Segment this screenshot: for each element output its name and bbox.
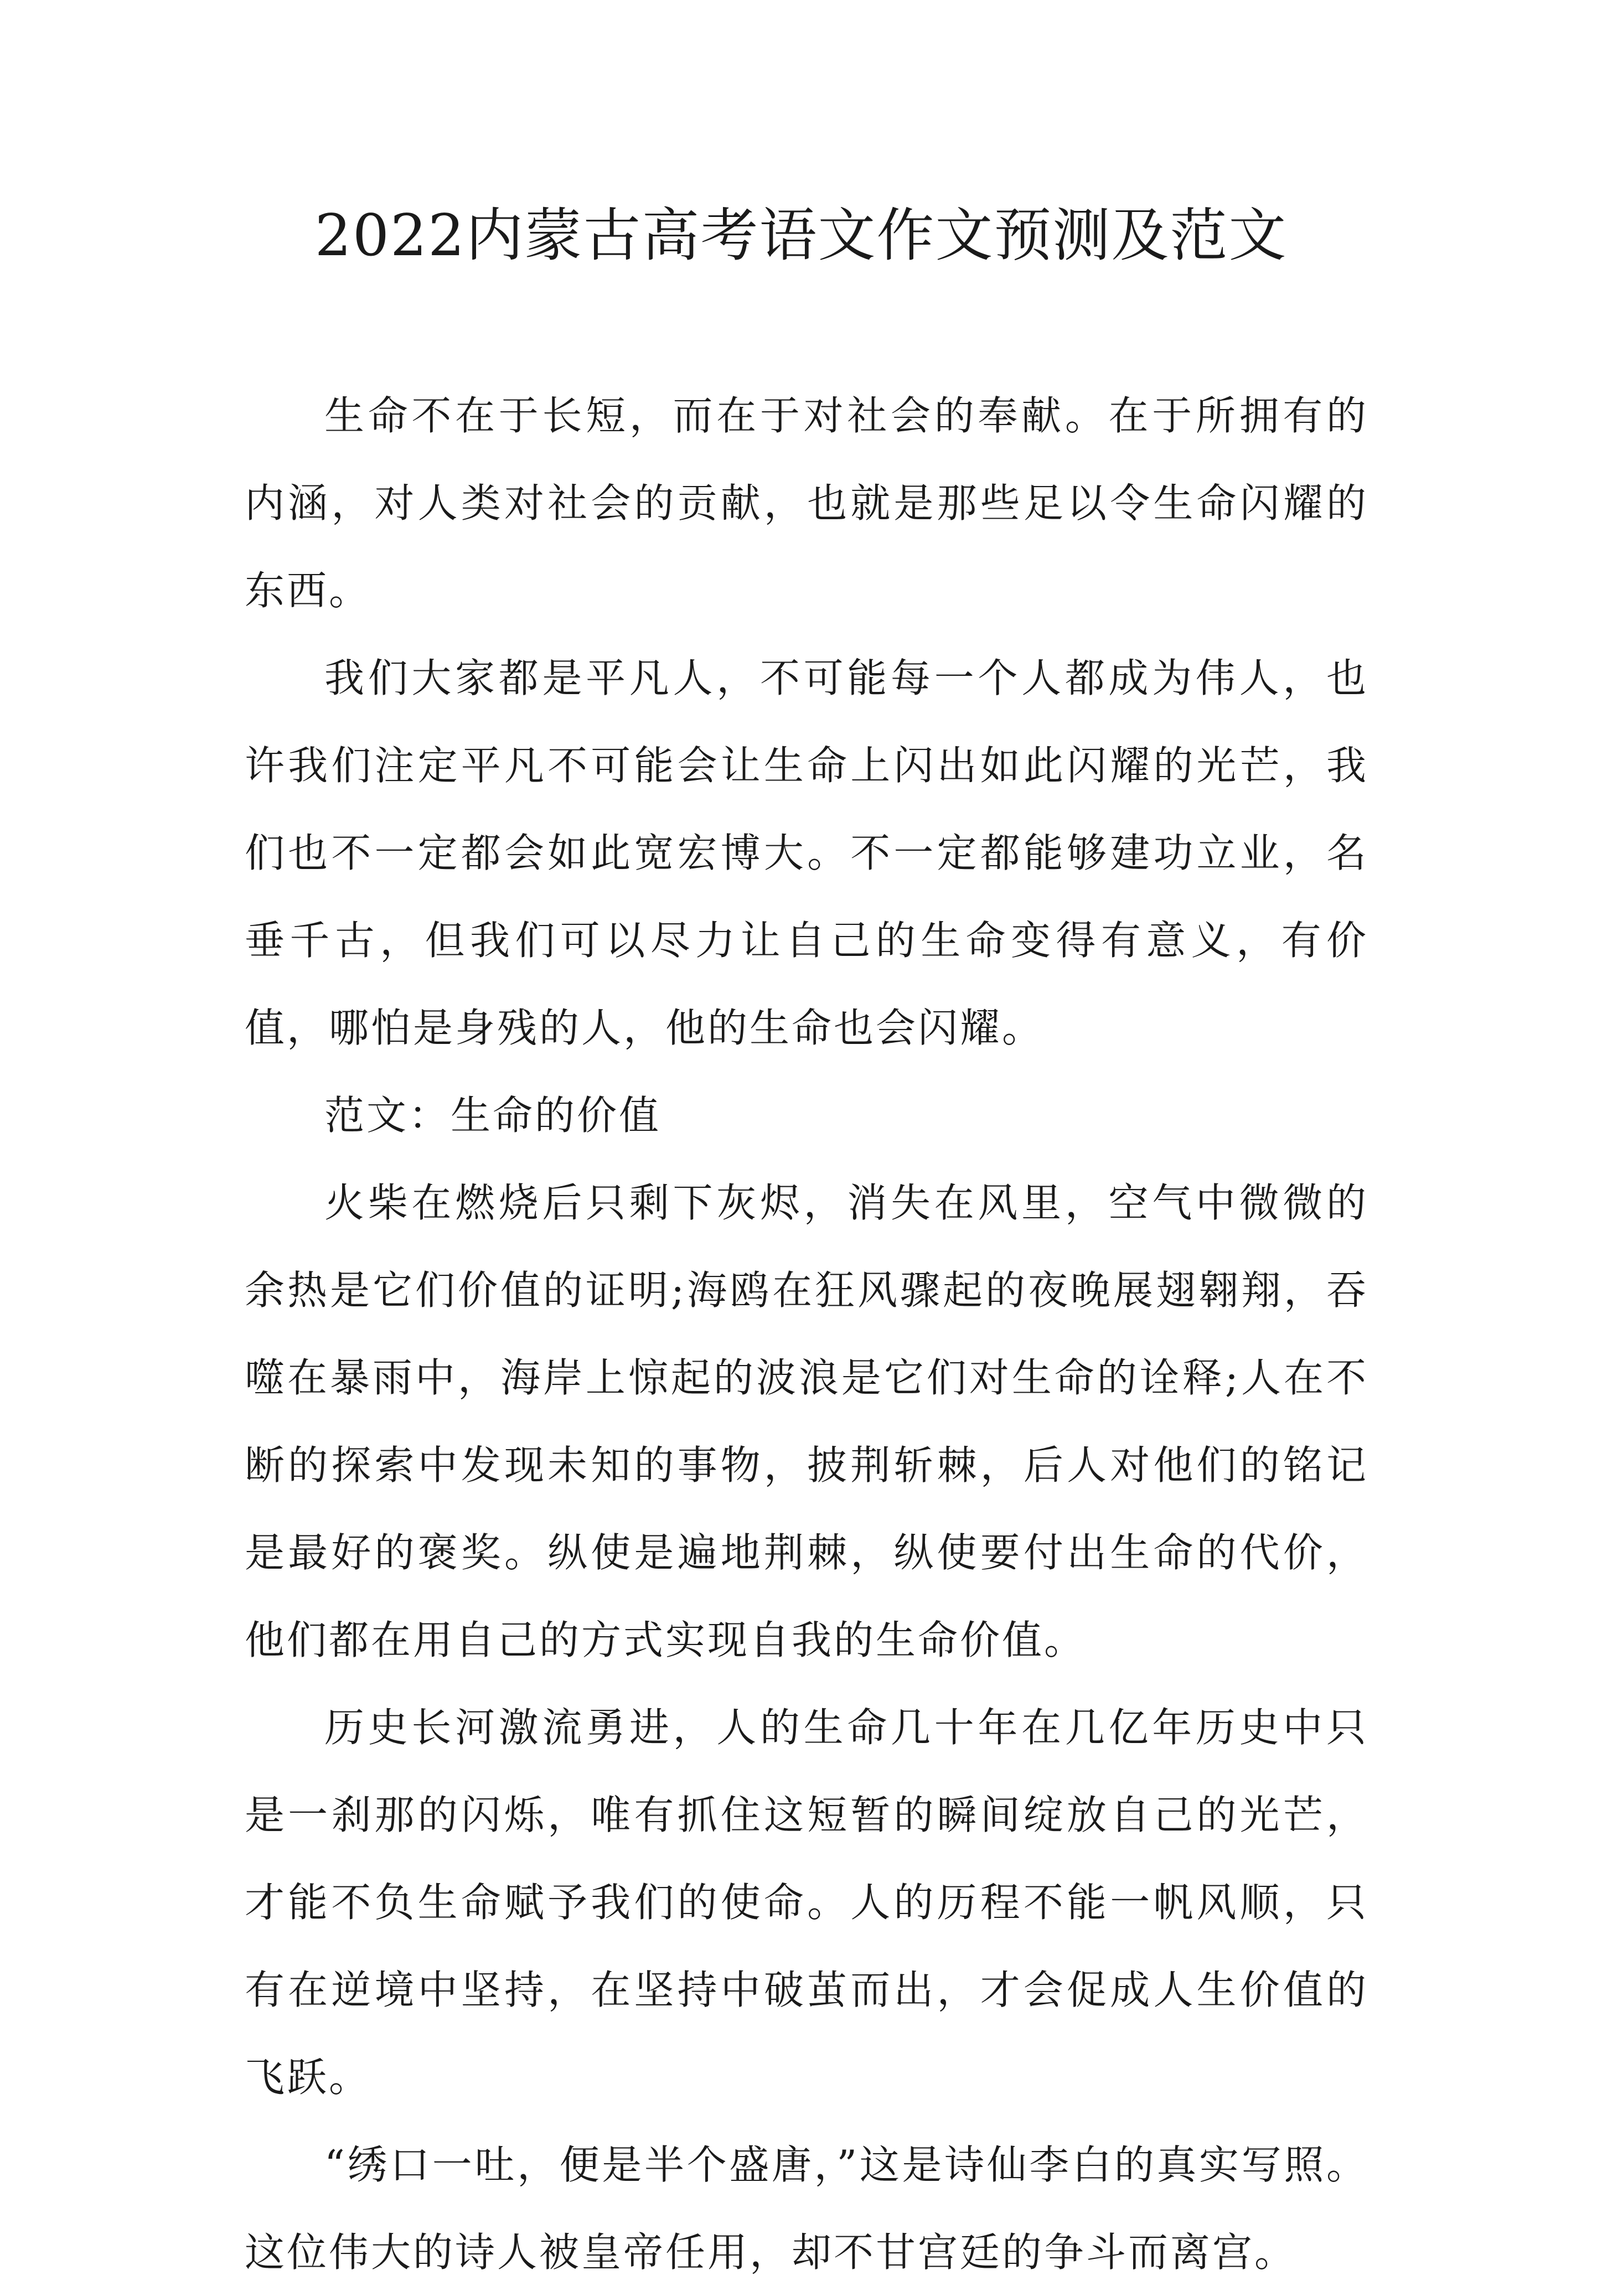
paragraph-match-seagull: 火柴在燃烧后只剩下灰烬，消失在风里，空气中微微的余热是它们价值的证明;海鸥在狂风骤起的夜晚展翅翱翔，吞噬在暴雨中，海岸上惊起的波浪是它们对生命的诠释;人在不断的探索中发现未知的事物，披荆斩棘，后人对他们的铭记是最好的褒奖。纵使是遍地荆棘，纵使要付出生命的代价，他们都在用自己的方式实现自我的生命价值。 — [245, 1180, 1368, 1663]
paragraph-history: 历史长河激流勇进，人的生命几十年在几亿年历史中只是一刹那的闪烁，唯有抓住这短暂的瞬间绽放自己的光芒，才能不负生命赋予我们的使命。人的历程不能一帆风顺，只有在逆境中坚持，在坚持中破茧而出，才会促成人生价值的飞跃。 — [245, 1704, 1368, 2101]
paragraph-li-bai: “绣口一吐，便是半个盛唐，”这是诗仙李白的真实写照。这位伟大的诗人被皇帝任用，却不甘宫廷的争斗而离宫。 — [245, 2142, 1368, 2276]
document-body — [245, 372, 1368, 2296]
paragraph-ordinary-people: 我们大家都是平凡人，不可能每一个人都成为伟人，也许我们注定平凡不可能会让生命上闪出如此闪耀的光芒，我们也不一定都会如此宽宏博大。不一定都能够建功立业，名垂千古，但我们可以尽力让自己的生命变得有意义，有价值，哪怕是身残的人，他的生命也会闪耀。 — [245, 655, 1368, 1051]
sample-essay-heading: 范文：生命的价值 — [324, 1092, 662, 1139]
document-title: 2022内蒙古高考语文作文预测及范文 — [314, 201, 1288, 269]
paragraph-intro: 生命不在于长短，而在于对社会的奉献。在于所拥有的内涵，对人类对社会的贡献，也就是那些足以令生命闪耀的东西。 — [245, 392, 1368, 614]
